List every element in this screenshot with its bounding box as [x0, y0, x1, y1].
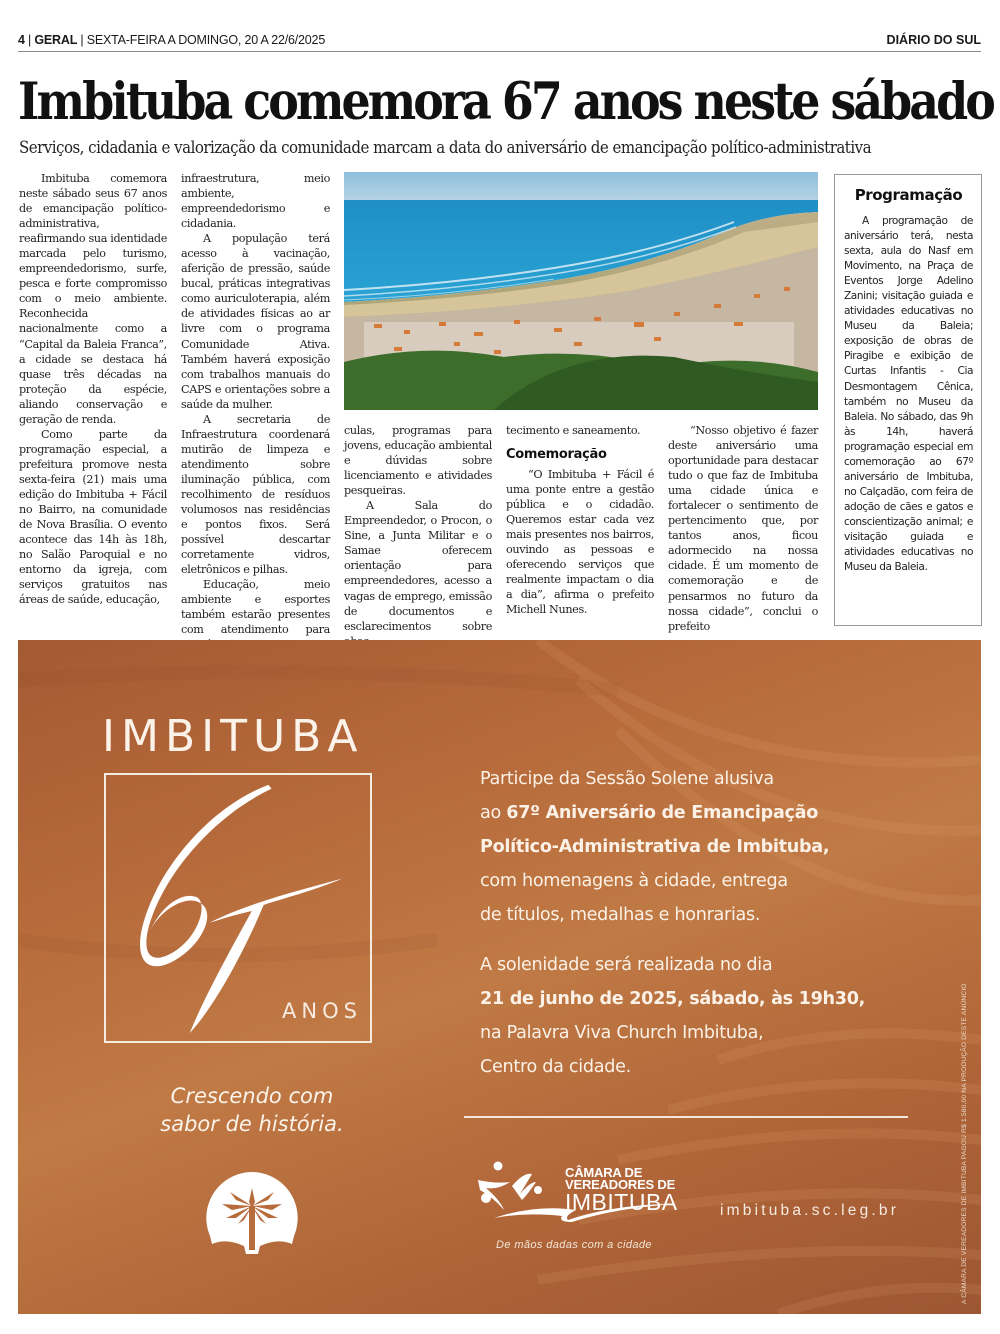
article-column-1	[19, 171, 167, 607]
invitation-line	[480, 830, 940, 864]
invitation-text	[480, 762, 940, 1084]
invitation-highlight: 67º Aniversário de Emancipação	[506, 803, 819, 823]
invitation-line	[480, 796, 940, 830]
article-column-3	[344, 423, 492, 649]
edition-date: SEXTA-FEIRA A DOMINGO, 20 A 22/6/2025	[86, 33, 326, 47]
camara-motto: De mãos dadas com a cidade	[496, 1239, 652, 1251]
article-column-4	[506, 423, 654, 618]
aerial-city-beach-photo	[344, 172, 818, 410]
paragraph: “O Imbituba + Fácil é uma ponte entre a gestão pública e o cidadão. Queremos estar cada vez mais presentes nos bairros, ouvindo as pessoas e oferecendo serviços que realmente impactam o dia a dia”, afirma o prefeito Michell Nunes.	[506, 468, 654, 617]
invitation-line: A solenidade será realizada no dia	[480, 955, 773, 975]
paragraph: culas, programas para jovens, educação ambiental e dúvidas sobre licenciamento e atividades pesqueiras.	[344, 424, 492, 498]
programacao-box	[834, 174, 982, 626]
camara-line-2: VEREADORES DE	[565, 1177, 676, 1192]
header-left	[18, 33, 325, 47]
event-venue: na Palavra Viva Church Imbituba,	[480, 1023, 764, 1043]
paragraph: Educação, meio ambiente e esportes também estarão presentes com atendimento para	[181, 578, 330, 637]
section-name: GERAL	[34, 33, 78, 47]
article-column-2	[181, 171, 330, 653]
header-sep: |	[28, 33, 35, 47]
ad-brand-title: IMBITUBA	[102, 711, 364, 762]
tagline-line-1: Crescendo com	[170, 1084, 334, 1108]
invitation-highlight: Político-Administrativa de Imbituba,	[480, 837, 830, 857]
page-number: 4	[18, 33, 25, 47]
box-title: Programação	[854, 186, 963, 204]
paragraph: infraestrutura, meio ambiente, empreendedorismo e cidadania.	[181, 172, 330, 231]
camara-line-3: IMBITUBA	[565, 1189, 678, 1215]
website-url[interactable]: imbituba.sc.leg.br	[720, 1202, 900, 1219]
invitation-prefix: ao	[480, 803, 507, 823]
header-sep: |	[80, 33, 87, 47]
paragraph: A secretaria de Infraestrutura coordenará mutirão de limpeza e atendimento sobre iluminação pública, com recolhimento de resíduos volumosos nas residências e pontos fixos. Será possível descartar corretamente vidros, eletrônicos e pilhas.	[181, 412, 330, 577]
camara-line-1: CÂMARA DE	[565, 1165, 643, 1180]
page-header	[18, 30, 981, 52]
paragraph: Como parte da programação especial, a prefeitura promove nesta sexta-feira (21) mais uma edição do Imbituba + Fácil no Bairro, na comunidade de Nova Brasília. O evento acontece das 14h às 18h, no Salão Paroquial e no entorno da igreja, com serviços gratuitos nas áreas de saúde, educação,	[19, 427, 167, 607]
divider	[464, 1116, 908, 1118]
anos-label: ANOS	[282, 999, 362, 1023]
camara-name	[565, 1167, 678, 1213]
box-text: A programação de aniversário terá, nesta sexta, aula do Nasf em Movimento, na Praça de Eventos Jorge Adelino Zanini; visitação guiada e atividades educativas no Museu da Baleia; exposição de obras de Piragibe e exibição de Curtas Infantis - Cia Desmontagem Cênica, também no Museu da Baleia. No sábado, das 9h às 14h, haverá programação especial em comemoração ao 67º aniversário de Imbituba, no Calçadão, com feira de adoção de cães e gatos e conscientização animal; e visitação guiada e atividades educativas no Museu da Baleia.	[844, 215, 973, 574]
advertisement	[18, 640, 981, 1314]
ad-tagline	[122, 1082, 382, 1138]
photo-illustration	[344, 172, 818, 410]
section-subtitle: Comemoração	[506, 447, 607, 463]
palm-tree-icon	[206, 1172, 298, 1254]
ad-cost-disclaimer: A CÂMARA DE VEREADORES DE IMBITUBA PAGOU R$ 1.580,00 NA PRODUÇÃO DESTE ANÚNCIO	[961, 983, 968, 1304]
invitation-line: com homenagens à cidade, entrega	[480, 871, 788, 891]
event-location: Centro da cidade.	[480, 1057, 631, 1077]
paragraph: “Nosso objetivo é fazer deste aniversário uma oportunidade para destacar tudo o que faz de Imbituba uma cidade única e fortalecer o sentimento de pertencimento que, por tantos anos, ficou adormecido na nossa cidade. É um momento de comemoração e de pensarmos no futuro da nossa cidade”, conclui o prefeito	[668, 424, 818, 633]
event-date-time: 21 de junho de 2025, sábado, às 19h30,	[480, 989, 866, 1009]
paragraph: Imbituba comemora neste sábado seus 67 anos de emancipação político-administrativa, reafirmando sua identidade marcada pelo turismo, empreendedorismo, surfe, pesca e forte compromisso com o meio ambiente. Reconhecida nacionalmente como a “Capital da Baleia Franca”, a cidade se destaca há quase três décadas na proteção da espécie, aliando conservação e geração de renda.	[19, 172, 167, 426]
subheadline: Serviços, cidadania e valorização da comunidade marcam a data do aniversário de emancipação político-administrativa	[19, 138, 872, 158]
publication-name: DIÁRIO DO SUL	[886, 33, 981, 47]
tagline-line-2: sabor de história.	[160, 1112, 344, 1136]
article-column-5	[668, 423, 818, 634]
paragraph: tecimento e saneamento.	[506, 424, 641, 437]
invitation-line: Participe da Sessão Solene alusiva	[480, 769, 774, 789]
paragraph: A Sala do Empreendedor, o Procon, o Sine, a Junta Militar e o Samae oferecem orientação para empreendedores, acesso a vagas de emprego, emissão de documentos e esclarecimentos sobre	[344, 499, 492, 633]
spacer	[480, 932, 940, 948]
paragraph: A população terá acesso à vacinação, aferição de pressão, saúde bucal, práticas integrativas como auriculoterapia, além de atividades físicas ao ar livre com o programa Comunidade Ativa. Também haverá exposição com trabalhos manuais do CAPS e orientações sobre a saúde da mulher.	[181, 232, 330, 411]
anniversary-emblem	[104, 773, 372, 1043]
headline: Imbituba comemora 67 anos neste sábado	[18, 72, 993, 132]
invitation-line	[480, 982, 940, 1016]
invitation-line: de títulos, medalhas e honrarias.	[480, 905, 761, 925]
